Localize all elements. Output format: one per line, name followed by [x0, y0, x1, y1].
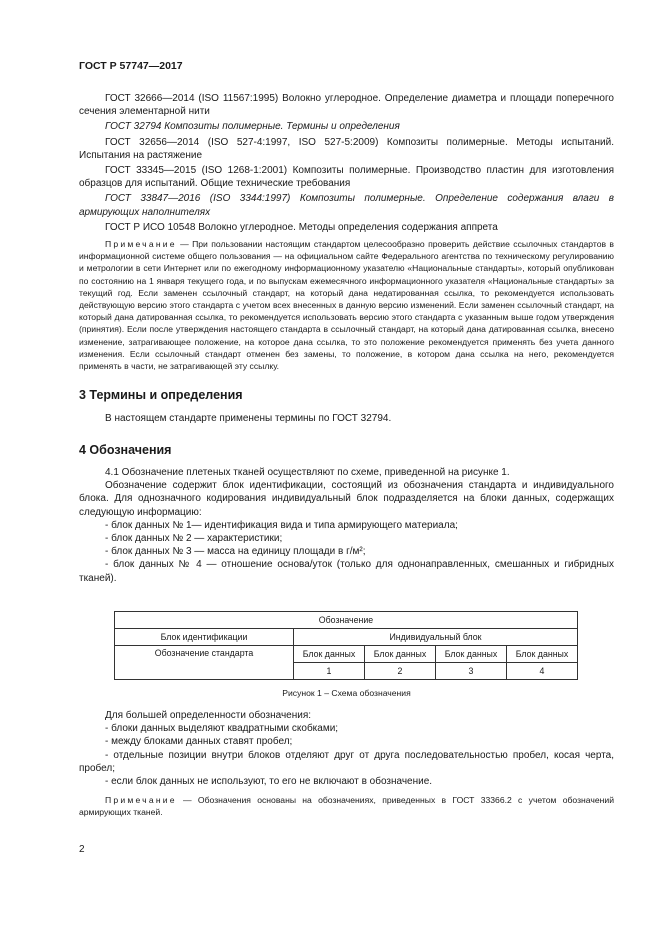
figure-caption: Рисунок 1 – Схема обозначения [282, 688, 411, 698]
list-item: - блок данных № 3 — масса на единицу площади в г/м²; [105, 546, 366, 558]
list-item: - блок данных № 1— идентификация вида и типа армирующего материала; [105, 519, 458, 531]
note-text: — При пользовании настоящим стандартом целесообразно проверить действие ссылочных стандартов в информационной системе общего пользования — на официальном сайте Федерального агентства по техническому регулированию и метрологии в сети Интернет или по ежегодному информационному указателю «Национальные стандарты», который опубликован по состоянию на 1 января текущего года, и по выпускам ежемесячного информационного указателя «Национальные стандарты» за текущий год. Если заменен ссылочный стандарт, на который дана недатированная ссылка, то рекомендуется использовать действующую версию этого стандарта с учетом всех внесенных в данную версию изменений. Если заменен ссылочный стандарт, на который дана датированная ссылка, то рекомендуется использовать версию этого стандарта с указанным выше годом утверждения (принятия). Если после утверждения настоящего стандарта в ссылочный стандарт, на который дана датированная ссылка, внесено изменение, затрагивающее положение, на которое дана ссылка, то это положение рекомендуется применять без учета данного изменения. Если ссылочный стандарт отменен без замены, то положение, в котором дана ссылка на него, рекомендуется применять в части, не затрагивающей эту ссылку. [79, 239, 614, 372]
section-4-p1: 4.1 Обозначение плетеных тканей осуществляют по схеме, приведенной на рисунке 1. [105, 467, 510, 478]
rules-intro: Для большей определенности обозначения: [105, 710, 312, 721]
data-block-cell: Блок данных [507, 646, 578, 663]
reference-item: ГОСТ 32794 Композиты полимерные. Термины и определения [105, 121, 400, 133]
section-3-body [79, 412, 614, 425]
data-block-cell: Блок данных [294, 646, 365, 663]
section-3 [79, 388, 614, 402]
list-item: - блок данных № 4 — отношение основа/уток (только для однонаправленных, смешанных и гибридных тканей). [79, 559, 614, 584]
data-block-number: 3 [436, 663, 507, 680]
document-header: ГОСТ Р 57747—2017 [79, 60, 183, 72]
section-3-title: 3 Термины и определения [79, 388, 243, 402]
data-block-cell: Блок данных [436, 646, 507, 663]
section-4-title: 4 Обозначения [79, 443, 172, 457]
page-number: 2 [79, 844, 85, 855]
reference-item: ГОСТ 32666—2014 (ISO 11567:1995) Волокно углеродное. Определение диаметра и площади поперечного сечения элементарной нити [79, 93, 614, 118]
data-block-number: 1 [294, 663, 365, 680]
note-references [79, 238, 614, 372]
list-item: - между блоками данных ставят пробел; [105, 736, 293, 748]
data-block-number: 2 [365, 663, 436, 680]
reference-item: ГОСТ 33345—2015 (ISO 1268-1:2001) Композиты полимерные. Производство пластин для изготовления образцов для испытаний. Общие технические требования [79, 165, 614, 190]
data-block-cell: Блок данных [365, 646, 436, 663]
note-label: Примечание [105, 795, 177, 806]
list-item: - отдельные позиции внутри блоков отделяют друг от друга последовательностью пробел, косая черта, пробел; [79, 749, 614, 774]
indiv-block-cell: Индивидуальный блок [294, 629, 578, 646]
standard-cell: Обозначение стандарта [115, 646, 294, 680]
reference-item: ГОСТ 33847—2016 (ISO 3344:1997) Композиты полимерные. Определение содержания влаги в армирующих наполнителях [79, 193, 614, 218]
designation-scheme-table [114, 611, 578, 680]
section-3-text: В настоящем стандарте применены термины по ГОСТ 32794. [105, 413, 392, 424]
data-block-number: 4 [507, 663, 578, 680]
note-text: — Обозначения основаны на обозначениях, приведенных в ГОСТ 33366.2 с учетом обозначений армирующих тканей. [79, 795, 614, 818]
id-block-cell: Блок идентификации [115, 629, 294, 646]
list-item: - блоки данных выделяют квадратными скобками; [105, 723, 339, 735]
designation-header: Обозначение [115, 612, 578, 629]
section-4 [79, 443, 614, 457]
section-4-p2: Обозначение содержит блок идентификации, состоящий из обозначения стандарта и индивидуального блока. Для однозначного кодирования индивидуальный блок подразделяется на блоки данных, содержащих следующую информацию: [79, 480, 614, 518]
section-4-body [79, 466, 614, 585]
list-item: - блок данных № 2 — характеристики; [105, 533, 283, 545]
reference-item: ГОСТ 32656—2014 (ISO 527-4:1997, ISO 527-5:2009) Композиты полимерные. Методы испытаний. Испытания на растяжение [79, 136, 614, 161]
references-block [79, 92, 614, 372]
rules-block [79, 709, 614, 819]
note-label: Примечание [105, 239, 177, 250]
note-designations [79, 794, 614, 818]
list-item: - если блок данных не используют, то его не включают в обозначение. [105, 776, 433, 788]
reference-item: ГОСТ Р ИСО 10548 Волокно углеродное. Методы определения содержания аппрета [105, 221, 498, 233]
